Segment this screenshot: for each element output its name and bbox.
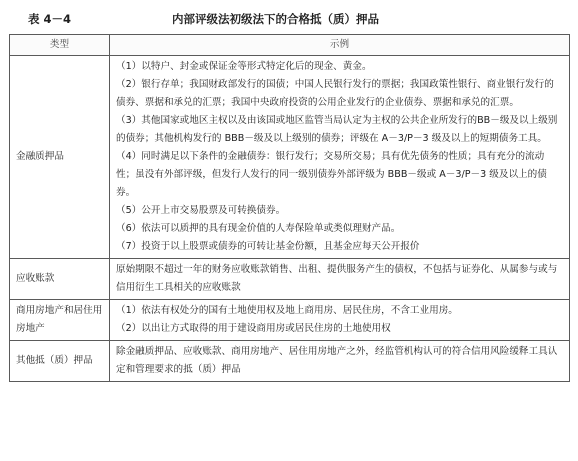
example-item: （6）依法可以质押的具有现金价值的人寿保险单或类似理财产品。 (116, 223, 401, 234)
table-row (10, 300, 570, 341)
example-item: （2）银行存单；我国财政部发行的国债；中国人民银行发行的票据；我国政策性银行、商业银行发行的债券、票据和承兑的汇票；我国中央政府投资的公用企业发行的企业债券、票据和承兑的汇票。 (116, 79, 554, 108)
table-caption (0, 10, 578, 28)
example-item: 原始期限不超过一年的财务应收账款销售、出租、提供服务产生的债权，不包括与证券化、从属参与或与信用衍生工具相关的应收账款 (116, 264, 558, 293)
examples-cell (110, 259, 570, 300)
example-item: （4）同时满足以下条件的金融债券：银行发行；交易所交易；具有优先债务的性质；具有充分的流动性；虽没有外部评级，但发行人发行的同一级别债券外部评级为 BBB－级或 A－3/P－3 级及以上的债券。 (116, 151, 547, 198)
header-examples: 示例 (110, 35, 570, 56)
table-header-row (10, 35, 570, 56)
example-item: 除金融质押品、应收账款、商用房地产、居住用房地产之外，经监管机构认可的符合信用风险缓释工具认定和管理要求的抵（质）押品 (116, 346, 558, 375)
table-number: 表 4－4 (28, 12, 72, 26)
type-cell: 金融质押品 (10, 56, 110, 259)
examples-cell (110, 56, 570, 259)
examples-cell (110, 300, 570, 341)
examples-cell (110, 341, 570, 382)
table-row (10, 56, 570, 259)
type-cell: 应收账款 (10, 259, 110, 300)
example-item: （1）以特户、封金或保证金等形式特定化后的现金、黄金。 (116, 61, 372, 72)
example-item: （1）依法有权处分的国有土地使用权及地上商用房、居民住房，不含工业用房。 (116, 305, 458, 316)
type-cell: 其他抵（质）押品 (10, 341, 110, 382)
header-type: 类型 (10, 35, 110, 56)
collateral-table (9, 34, 570, 382)
example-item: （7）投资于以上股票或债券的可转让基金份额，且基金应每天公开报价 (116, 241, 420, 252)
example-item: （3）其他国家或地区主权以及由该国或地区监管当局认定为主权的公共企业所发行的BB－级及以上级别的债券；其他机构发行的 BBB－级及以上级别的债券；评级在 A－3/P－3 级及以上的短期债务工具。 (116, 115, 558, 144)
table-row (10, 259, 570, 300)
type-cell: 商用房地产和居住用房地产 (10, 300, 110, 341)
example-item: （5）公开上市交易股票及可转换债券。 (116, 205, 286, 216)
table-title: 内部评级法初级法下的合格抵（质）押品 (172, 12, 379, 26)
example-item: （2）以出让方式取得的用于建设商用房或居民住房的土地使用权 (116, 323, 391, 334)
table-row (10, 341, 570, 382)
